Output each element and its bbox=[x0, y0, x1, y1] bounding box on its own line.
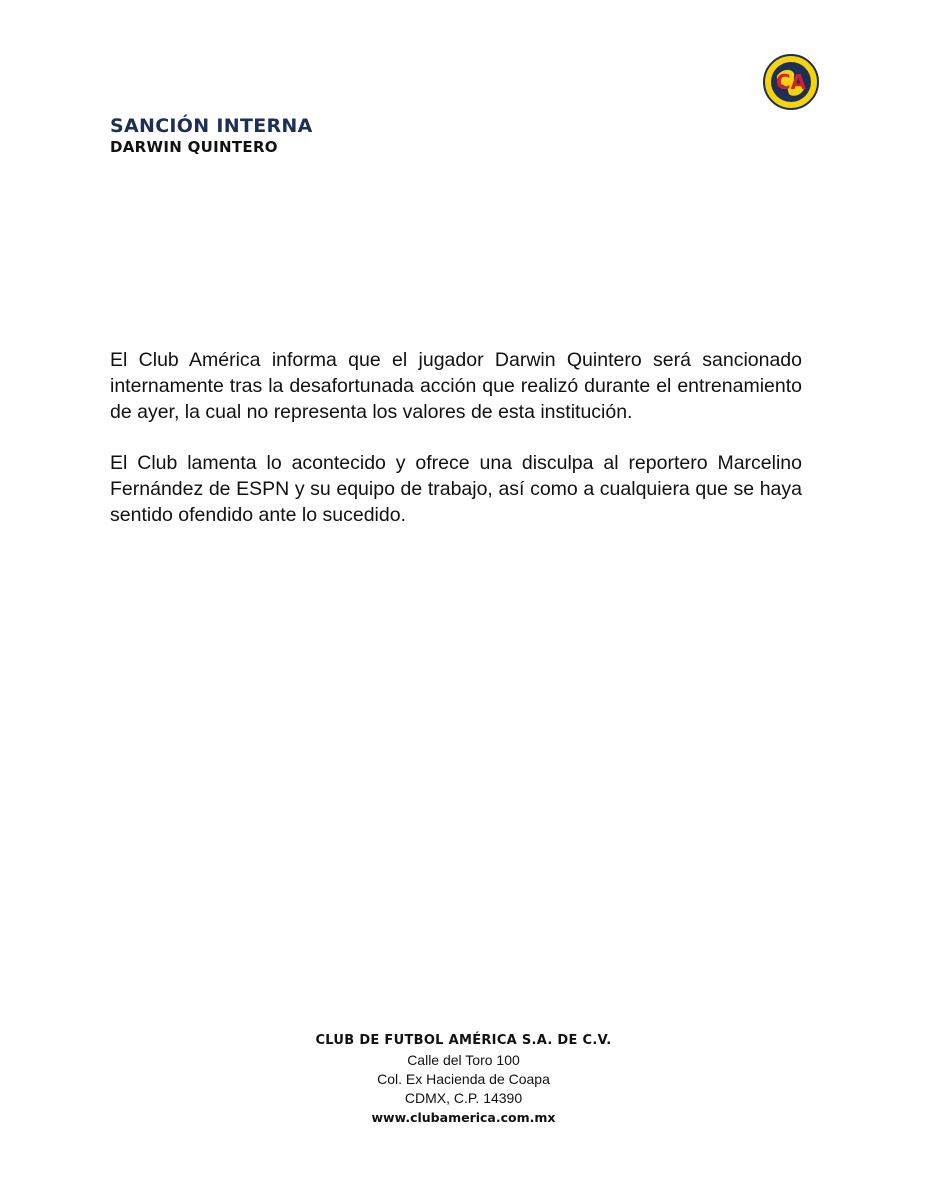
club-america-crest-icon bbox=[763, 54, 819, 110]
footer-company-name: CLUB DE FUTBOL AMÉRICA S.A. DE C.V. bbox=[315, 1033, 612, 1048]
release-heading bbox=[110, 115, 313, 157]
svg-text:CA: CA bbox=[775, 70, 807, 94]
footer-website-link[interactable]: www.clubamerica.com.mx bbox=[371, 1110, 556, 1125]
footer-address-line: Calle del Toro 100 bbox=[407, 1052, 520, 1068]
release-subtitle: DARWIN QUINTERO bbox=[110, 138, 278, 156]
footer-address-line: Col. Ex Hacienda de Coapa bbox=[377, 1071, 550, 1087]
release-title: SANCIÓN INTERNA bbox=[110, 115, 313, 137]
body-paragraph: El Club América informa que el jugador Darwin Quintero será sancionado internamente tras la desafortunada acción que realizó durante el entrenamiento de ayer, la cual no representa los valores de esta institución. bbox=[110, 349, 802, 423]
body-paragraph: El Club lamenta lo acontecido y ofrece una disculpa al reportero Marcelino Fernández de ESPN y su equipo de trabajo, así como a cualquiera que se haya sentido ofendido ante lo sucedido. bbox=[110, 452, 802, 526]
letterhead-footer bbox=[240, 1031, 687, 1128]
release-body bbox=[110, 347, 802, 528]
footer-address-line: CDMX, C.P. 14390 bbox=[404, 1090, 523, 1106]
